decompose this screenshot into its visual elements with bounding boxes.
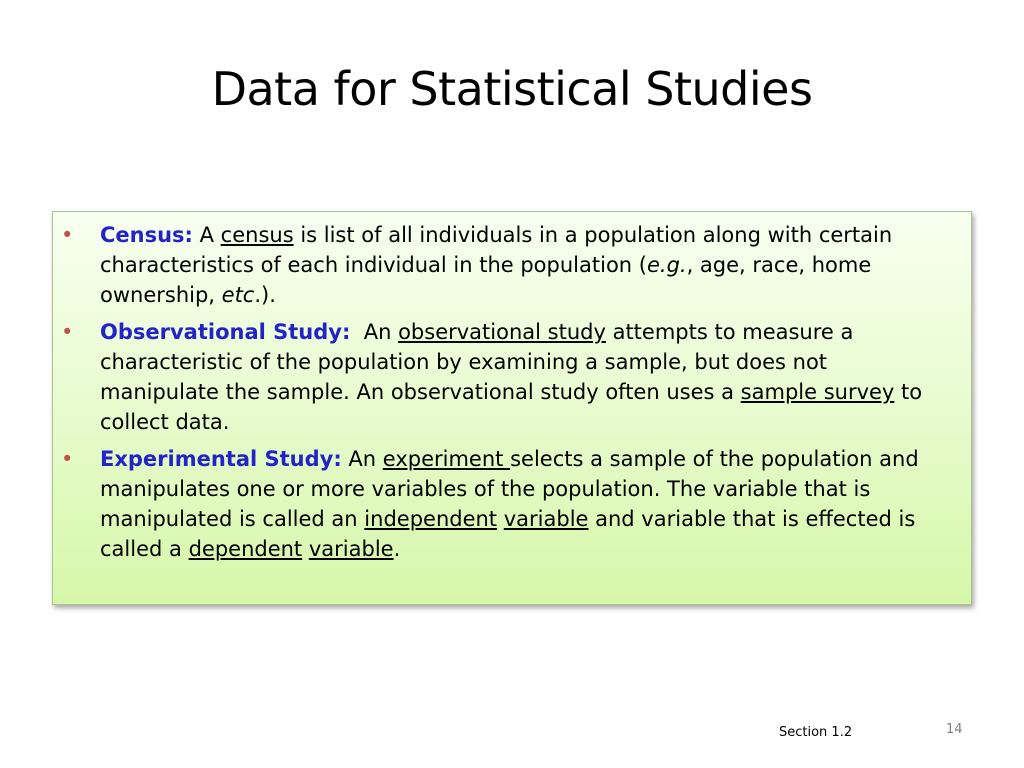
underlined-term: dependent (188, 537, 303, 561)
underlined-term: variable (308, 537, 394, 561)
bullet-list (53, 220, 951, 564)
text-run: . (393, 537, 401, 561)
bullet-item-census (53, 220, 951, 310)
text-run: A (192, 223, 221, 247)
slide-title: Data for Statistical Studies (211, 62, 813, 116)
text-run: to collect data. (100, 380, 923, 434)
text-run: , age, race, home ownership, (100, 253, 872, 307)
underlined-term: census (220, 223, 294, 247)
underlined-term: experiment (382, 447, 511, 471)
bullet-dot-icon: • (61, 223, 74, 247)
underlined-term: sample survey (740, 380, 895, 404)
bullet-item-observational-study (53, 317, 951, 437)
content-box (52, 211, 972, 605)
text-run: An (350, 320, 399, 344)
text-run: attempts to measure a characteristic of the population by examining a sample, but does not manipulate the sample. An observational study often uses a (100, 320, 854, 404)
footer-section-label: Section 1.2 (779, 725, 853, 740)
term-label: Experimental Study: (100, 447, 342, 471)
text-run (497, 507, 504, 531)
text-run: .). (254, 283, 276, 307)
italic-text: etc (221, 283, 255, 307)
bullet-dot-icon: • (61, 320, 74, 344)
text-run: An (341, 447, 383, 471)
bullet-dot-icon: • (61, 447, 74, 471)
text-run (302, 537, 309, 561)
text-run: is list of all individuals in a population along with certain characteristics of each individual in the population ( (100, 223, 893, 277)
text-run: and variable that is effected is called a (100, 507, 916, 561)
underlined-term: independent (364, 507, 498, 531)
term-label: Census: (100, 223, 193, 247)
bullet-item-experimental-study (53, 444, 951, 564)
text-run: selects a sample of the population and manipulates one or more variables of the population. The variable that is manipulated is called an (100, 447, 919, 531)
slide-page-number: 14 (946, 722, 963, 737)
underlined-term: observational study (398, 320, 606, 344)
underlined-term: variable (503, 507, 589, 531)
italic-text: e.g. (646, 253, 687, 277)
term-label: Observational Study: (100, 320, 351, 344)
